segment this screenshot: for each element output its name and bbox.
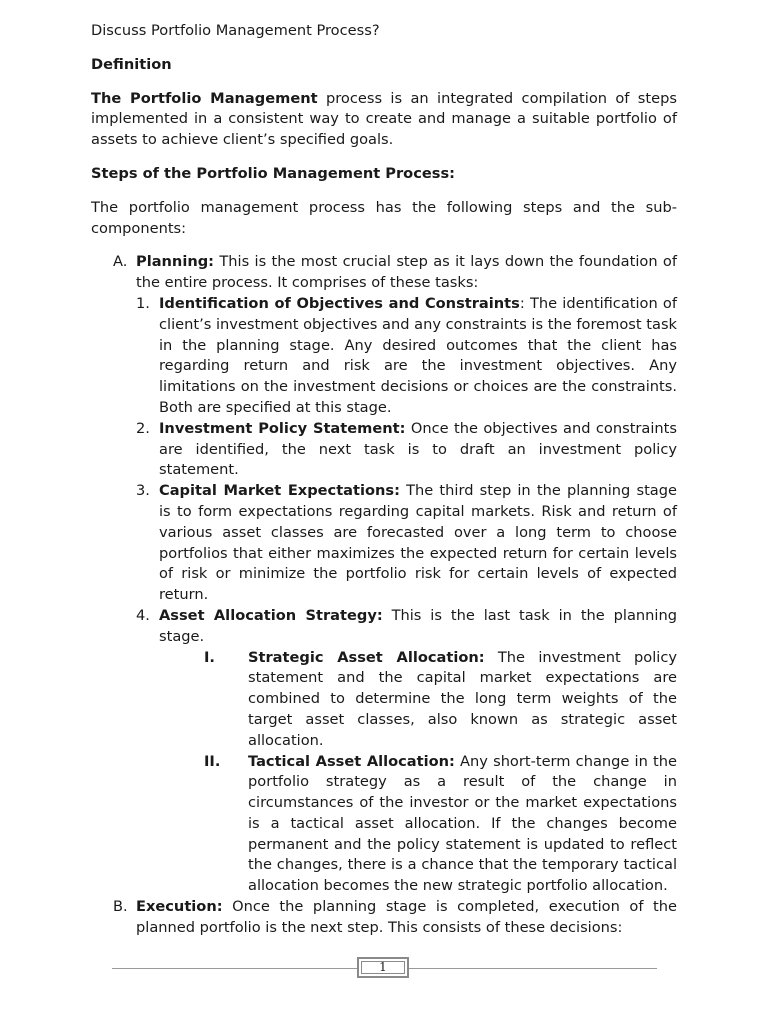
- item-marker: 2.: [136, 419, 150, 437]
- section-text: Once the planning stage is completed, execution of the planned portfolio is the next step. This consists of these decisions:: [136, 898, 677, 936]
- item-marker: 3.: [136, 482, 150, 500]
- list-item: [136, 419, 677, 481]
- sections-list: [91, 252, 677, 938]
- item-title: Capital Market Expectations:: [159, 482, 400, 500]
- item-text: : The identification of client’s investment objectives and any constraints is the foremost task in the planning stage. Any desired outcomes that the client has regarding return and risk are the investment objectives. Any limitations on the investment decisions or choices are the constraints. Both are specified at this stage.: [159, 294, 677, 416]
- steps-intro-paragraph: The portfolio management process has the following steps and the sub-components:: [91, 198, 677, 237]
- section-text: This is the most crucial step as it lays down the foundation of the entire process. It comprises of these tasks:: [136, 253, 677, 292]
- item-text: This is the last task in the planning stage.: [159, 606, 677, 645]
- steps-heading: Steps of the Portfolio Management Process:: [91, 164, 455, 182]
- document-title: Discuss Portfolio Management Process?: [91, 22, 380, 39]
- item-title: Identification of Objectives and Constraints: [159, 294, 520, 312]
- item-marker: 4.: [136, 606, 150, 624]
- section-execution: [91, 897, 677, 939]
- item-title: Investment Policy Statement:: [159, 419, 406, 437]
- item-marker: 1.: [136, 294, 150, 312]
- section-title: Execution:: [136, 898, 223, 916]
- subitem-marker: I.: [204, 648, 215, 666]
- section-planning: [91, 252, 677, 897]
- subitem-text: The investment policy statement and the capital market expectations are combined to determine the long term weights of the target asset classes, also known as strategic asset allocation.: [248, 648, 678, 749]
- planning-tasks-list: [136, 294, 677, 897]
- list-item: [136, 294, 677, 419]
- page-number: 1: [361, 961, 405, 974]
- subitem-text: Any short-term change in the portfolio strategy as a result of the change in circumstances of the investor or the market expectations is a tactical asset allocation. If the changes become permanent and the policy statement is updated to reflect the changes, there is a chance that the temporary tactical allocation becomes the new strategic portfolio allocation.: [248, 752, 677, 895]
- item-text: Once the objectives and constraints are identified, the next task is to draft an investment policy statement.: [159, 419, 677, 479]
- asset-allocation-sublist: [136, 648, 677, 898]
- definition-heading: Definition: [91, 55, 172, 73]
- document-body: [91, 21, 677, 939]
- list-item: [136, 481, 677, 606]
- item-text: The third step in the planning stage is to form expectations regarding capital markets. Risk and return of various asset classes are forecasted over a long term to choose portfolios that either maximizes the expected return for certain levels of risk or minimize the portfolio risk for certain levels of expected return.: [159, 482, 677, 604]
- list-item: [136, 606, 677, 897]
- section-marker: A.: [113, 253, 128, 271]
- intro-bold-lead: The Portfolio Management: [91, 89, 318, 107]
- list-item: [136, 648, 677, 752]
- intro-paragraph: [91, 89, 677, 151]
- section-title: Planning:: [136, 253, 214, 271]
- list-item: [136, 752, 677, 898]
- subitem-title: Tactical Asset Allocation:: [248, 752, 455, 770]
- subitem-marker: II.: [204, 752, 221, 770]
- intro-text: process is an integrated compilation of steps implemented in a consistent way to create and manage a suitable portfolio of assets to achieve client’s specified goals.: [91, 89, 677, 149]
- item-title: Asset Allocation Strategy:: [159, 606, 383, 624]
- subitem-title: Strategic Asset Allocation:: [248, 648, 485, 666]
- page-number-box: [357, 957, 409, 978]
- section-marker: B.: [113, 898, 128, 916]
